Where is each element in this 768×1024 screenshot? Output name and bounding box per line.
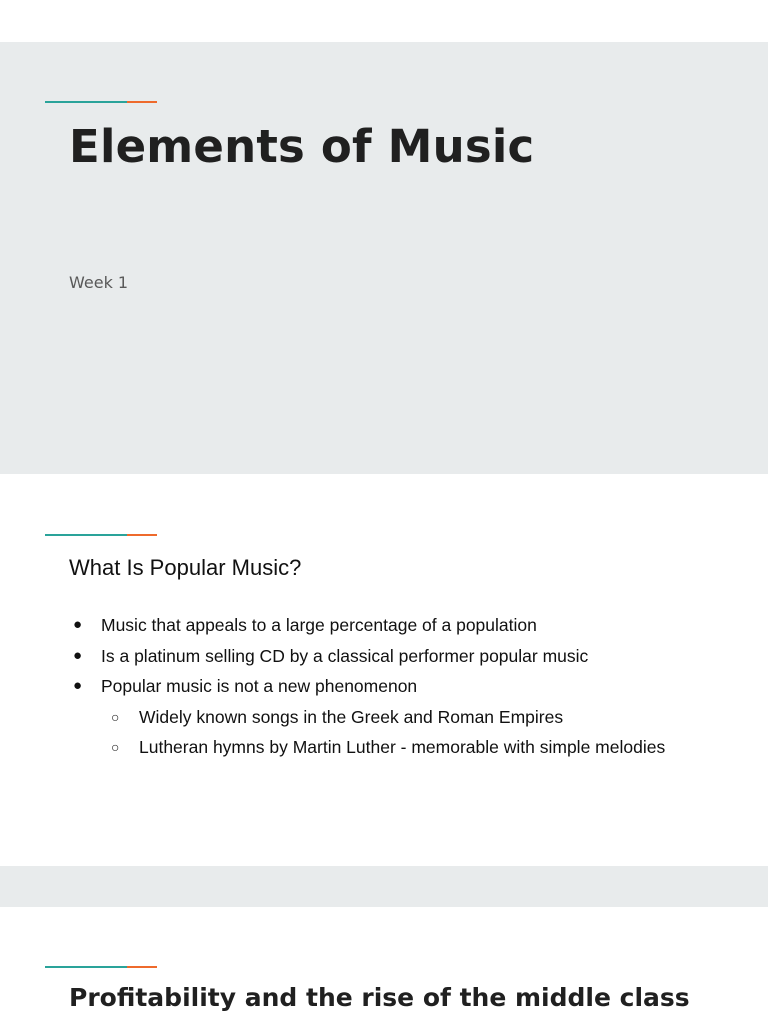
sub-bullet-item [69, 706, 749, 737]
bullet-text: Music that appeals to a large percentage of a population [101, 615, 537, 635]
slide-title: Elements of Music [69, 120, 535, 173]
sub-bullet-marker: ○ [111, 739, 120, 755]
bullet-marker: ● [73, 616, 83, 633]
slide-subtitle: Week 1 [69, 273, 129, 292]
slide-heading: Profitability and the rise of the middle class [69, 983, 690, 1012]
sub-bullet-text: Lutheran hymns by Martin Luther - memorable with simple melodies [139, 737, 666, 757]
slide-heading: What Is Popular Music? [69, 555, 302, 580]
accent-line [45, 966, 157, 968]
bullet-text: Is a platinum selling CD by a classical performer popular music [101, 645, 589, 666]
accent-line [45, 101, 157, 103]
bullet-list [69, 614, 749, 767]
bullet-item [69, 675, 749, 706]
bullet-item [69, 614, 749, 645]
content-slide [0, 474, 768, 866]
top-margin [0, 0, 768, 42]
bullet-marker: ● [73, 677, 83, 694]
accent-line [45, 534, 157, 536]
accent-line-orange [127, 101, 157, 103]
sub-bullet-text: Widely known songs in the Greek and Roman Empires [139, 706, 564, 727]
title-slide [0, 42, 768, 474]
accent-line-teal [45, 101, 127, 103]
accent-line-teal [45, 966, 127, 968]
bullet-text: Popular music is not a new phenomenon [101, 676, 418, 696]
accent-line-orange [127, 534, 157, 536]
bullet-marker: ● [73, 646, 83, 664]
bullet-item [69, 645, 749, 676]
sub-bullet-item [69, 736, 749, 767]
content-slide [0, 907, 768, 1024]
accent-line-orange [127, 966, 157, 968]
sub-bullet-marker: ○ [111, 708, 120, 725]
accent-line-teal [45, 534, 127, 536]
slide-gap [0, 866, 768, 907]
